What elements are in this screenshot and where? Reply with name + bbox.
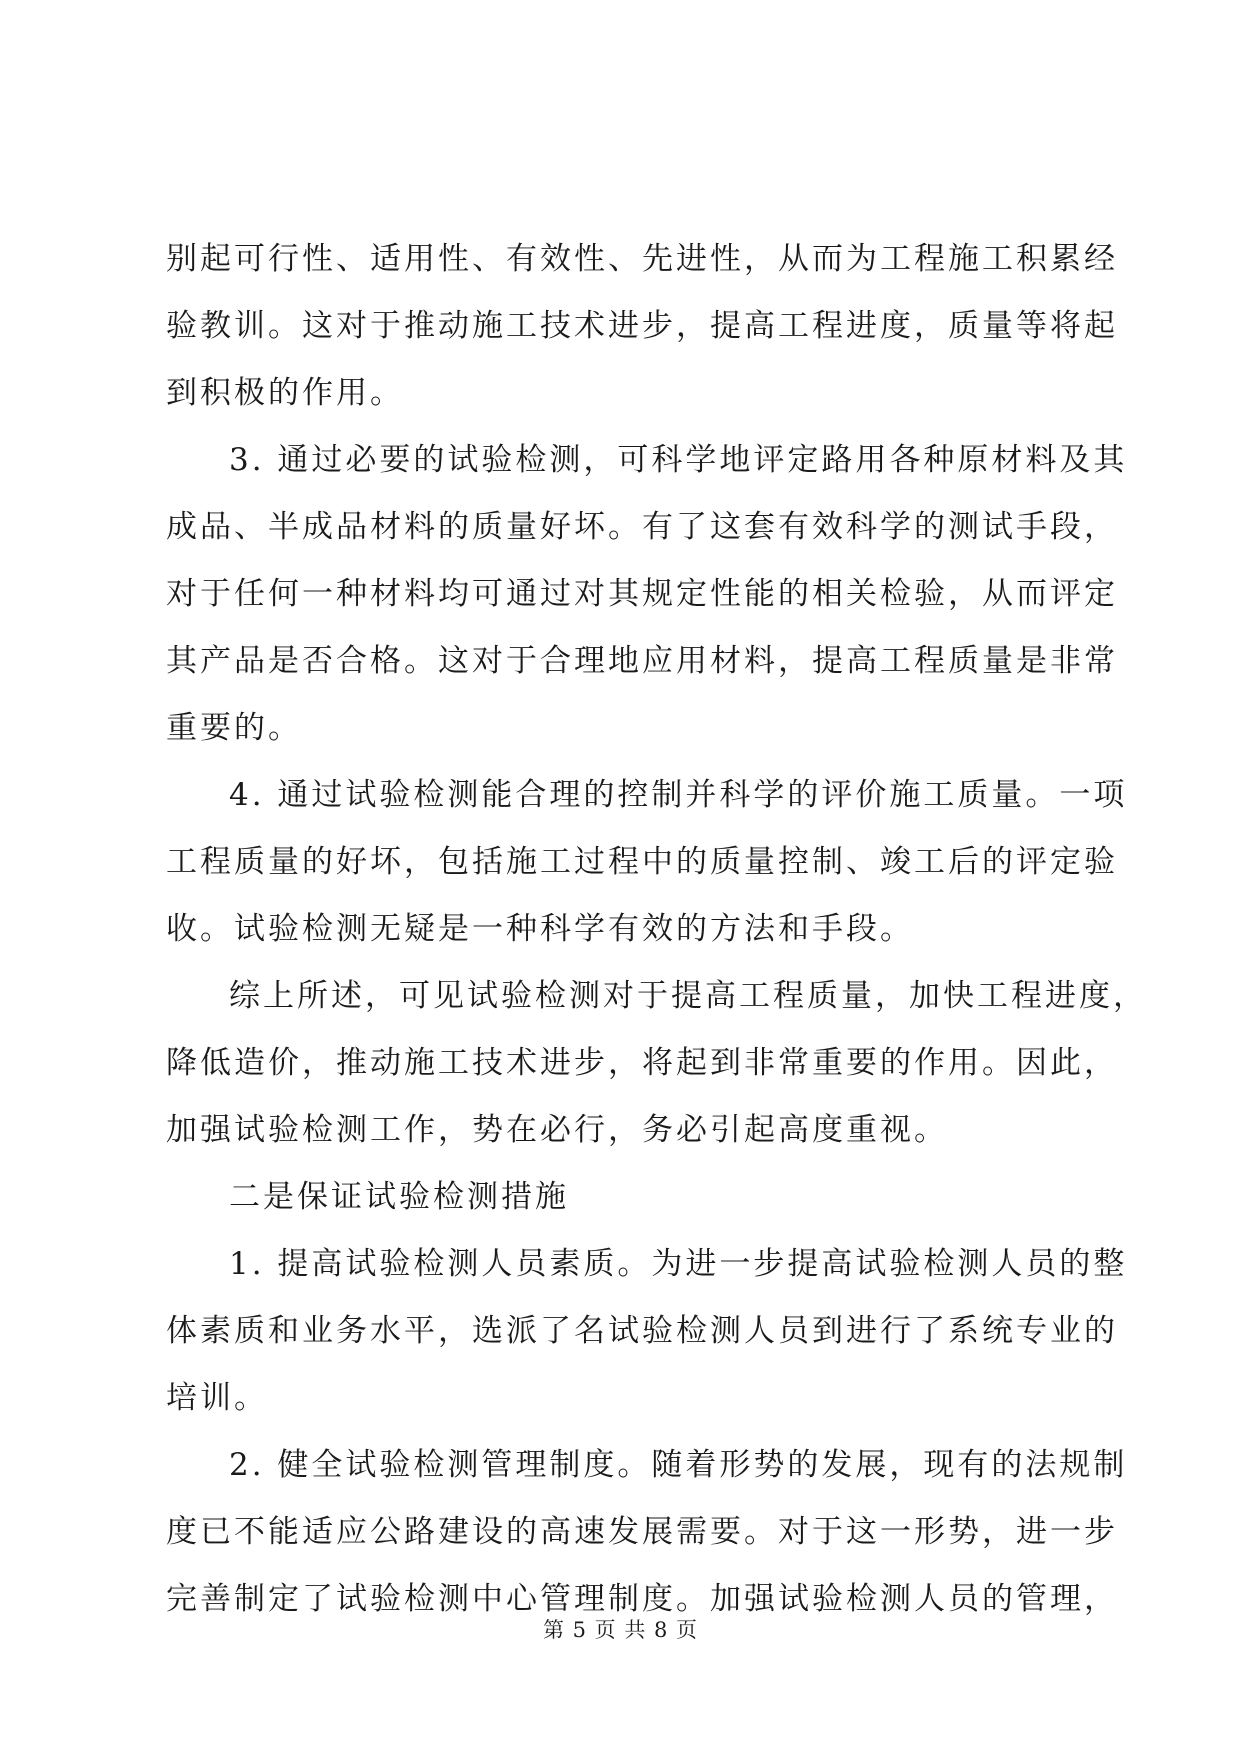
page-footer: 第 5 页 共 8 页	[542, 1618, 699, 1642]
text-line: 2. 健全试验检测管理制度。随着形势的发展，现有的法规制	[229, 1447, 1128, 1483]
text-line: 其产品是否合格。这对于合理地应用材料，提高工程质量是非常	[166, 643, 1118, 679]
text-line: 降低造价，推动施工技术进步，将起到非常重要的作用。因此，	[166, 1045, 1118, 1081]
text-line: 完善制定了试验检测中心管理制度。加强试验检测人员的管理，	[166, 1581, 1118, 1617]
text-line: 成品、半成品材料的质量好坏。有了这套有效科学的测试手段，	[166, 509, 1118, 545]
body-text	[166, 226, 1147, 1633]
text-line: 二是保证试验检测措施	[229, 1179, 569, 1215]
text-line: 综上所述，可见试验检测对于提高工程质量，加快工程进度，	[229, 978, 1147, 1014]
text-line: 到积极的作用。	[166, 375, 404, 411]
text-line: 4. 通过试验检测能合理的控制并科学的评价施工质量。一项	[229, 777, 1128, 813]
text-line: 体素质和业务水平，选派了名试验检测人员到进行了系统专业的	[166, 1313, 1118, 1349]
text-line: 3. 通过必要的试验检测，可科学地评定路用各种原材料及其	[229, 442, 1128, 478]
text-line: 度已不能适应公路建设的高速发展需要。对于这一形势，进一步	[166, 1514, 1118, 1550]
text-line: 1. 提高试验检测人员素质。为进一步提高试验检测人员的整	[229, 1246, 1128, 1282]
text-line: 重要的。	[166, 710, 302, 746]
text-line: 工程质量的好坏，包括施工过程中的质量控制、竣工后的评定验	[166, 844, 1118, 880]
text-line: 收。试验检测无疑是一种科学有效的方法和手段。	[166, 911, 914, 947]
text-line: 加强试验检测工作，势在必行，务必引起高度重视。	[166, 1112, 948, 1148]
text-line: 别起可行性、适用性、有效性、先进性，从而为工程施工积累经	[166, 241, 1118, 277]
text-line: 对于任何一种材料均可通过对其规定性能的相关检验，从而评定	[166, 576, 1118, 612]
text-line: 验教训。这对于推动施工技术进步，提高工程进度，质量等将起	[166, 308, 1118, 344]
text-line: 培训。	[166, 1380, 268, 1416]
